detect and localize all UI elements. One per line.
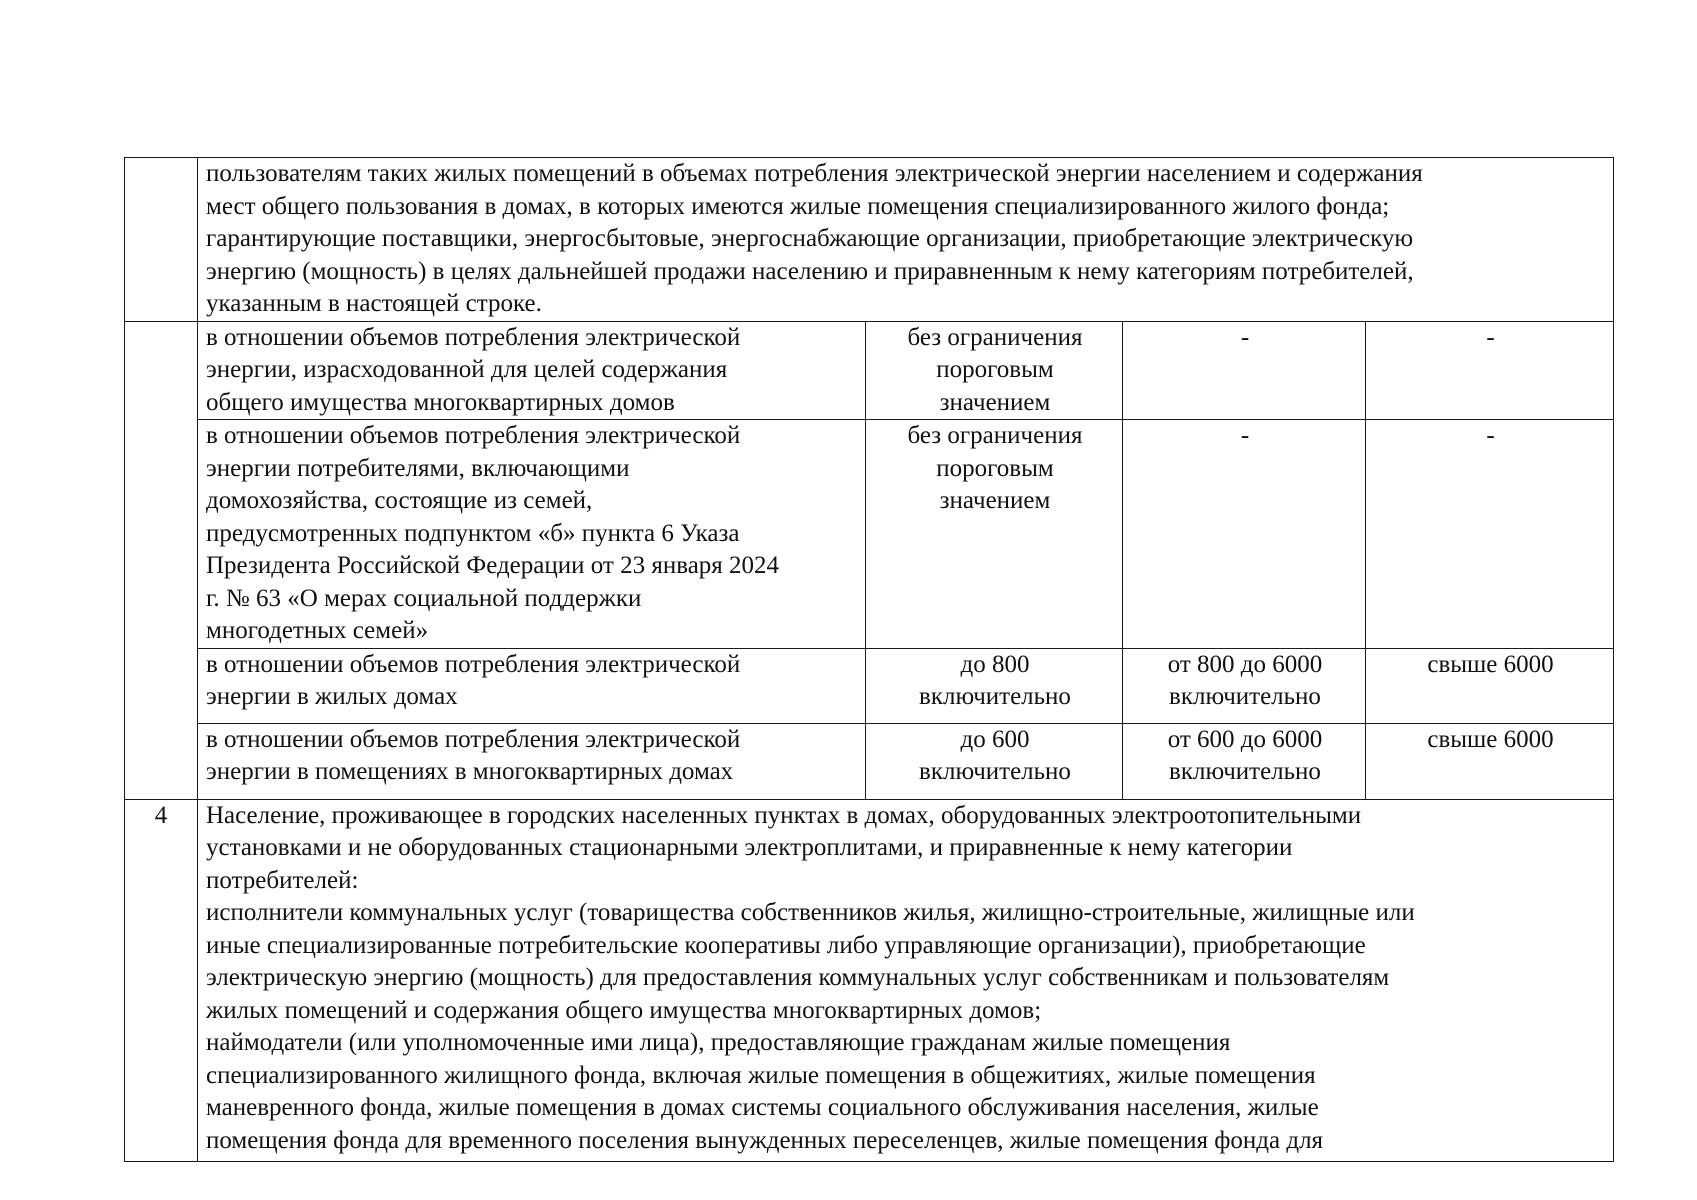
text-line: наймодатели (или уполномоченные ими лица), предоставляющие гражданам жилые помещения [206,1029,1231,1056]
text-line: - [1240,323,1250,351]
text-line: мест общего пользования в домах, в которых имеются жилые помещения специализированного жилого фонда; [206,192,1390,220]
text-line: от 600 до 6000 [1167,725,1323,753]
text-line: - [1240,422,1250,449]
range3-cell [1366,321,1614,420]
range1-cell [866,321,1123,420]
range3-cell [1366,648,1614,723]
description-cell [198,723,866,799]
row-number-cell: 4 [125,799,198,1161]
text-line: потребителей: [206,866,359,894]
text-line: энергии потребителями, включающими [206,454,630,482]
text-line: гарантирующие поставщики, энергосбытовые, энергоснабжающие организации, приобретающие электрическую [206,225,1414,252]
text-line: в отношении объемов потребления электрической [206,323,741,351]
text-line: исполнители коммунальных услуг (товарищества собственников жилья, жилищно-строительные, жилищные или [206,899,1415,926]
table-row [125,420,1614,649]
text-line: включительно [1169,758,1321,785]
description-cell [198,420,866,649]
description-cell [198,321,866,420]
text-line: включительно [919,758,1071,785]
range1-cell [866,420,1123,649]
text-line: свыше 6000 [1427,650,1554,678]
table-row [125,799,1614,1161]
table-row [125,158,1614,322]
text-line: энергию (мощность) в целях дальнейшей продажи населению и приравненным к нему категориям потребителей, [206,257,1414,285]
text-line: до 800 [960,650,1030,678]
table-row [125,321,1614,420]
text-line: включительно [919,683,1071,710]
text-line: общего имущества многоквартирных домов [206,388,675,416]
text-line: энергии в помещениях в многоквартирных домах [206,758,734,785]
range1-cell [866,723,1123,799]
row-number-cell [125,321,198,799]
text-line: в отношении объемов потребления электрической [206,725,741,753]
text-line: предусмотренных подпунктом «б» пункта 6 Указа [206,519,740,547]
category-text-cell [198,799,1614,1161]
description-cell [198,648,866,723]
table-row [125,648,1614,723]
text-line: иные специализированные потребительские кооперативы либо управляющие организации), приобретающие [206,931,1366,959]
text-line: свыше 6000 [1427,725,1554,753]
text-line: до 600 [960,725,1030,753]
row-number-cell [125,158,198,322]
text-line: включительно [1169,683,1321,710]
text-line: энергии, израсходованной для целей содержания [206,356,728,383]
text-line: значением [939,388,1051,416]
range3-cell [1366,420,1614,649]
tariff-table [124,157,1614,1162]
range2-cell [1123,723,1366,799]
text-line: домохозяйства, состоящие из семей, [206,487,593,514]
range1-cell [866,648,1123,723]
range3-cell [1366,723,1614,799]
text-line: без ограничения [907,323,1083,351]
table-row [125,723,1614,799]
text-line: значением [939,487,1051,514]
text-line: энергии в жилых домах [206,683,458,710]
text-line: г. № 63 «О мерах социальной поддержки [206,584,642,612]
text-line: без ограничения [907,422,1083,449]
text-line: Президента Российской Федерации от 23 января 2024 [206,552,780,579]
text-line: электрическую энергию (мощность) для предоставления коммунальных услуг собственникам и пользователям [206,964,1390,991]
text-line: пороговым [936,356,1054,383]
text-line: в отношении объемов потребления электрической [206,422,741,449]
text-line: пользователям таких жилых помещений в объемах потребления электрической энергии населением и содержания [206,160,1423,187]
text-line: пороговым [936,454,1054,482]
text-line: помещения фонда для временного поселения вынужденных переселенцев, жилые помещения фонда для [206,1126,1324,1154]
text-line: - [1486,323,1495,351]
range2-cell [1123,321,1366,420]
text-line: жилых помещений и содержания общего имущества многоквартирных домов; [206,996,1042,1024]
text-line: - [1486,422,1495,449]
text-line: указанным в настоящей строке. [206,290,542,317]
text-line: от 800 до 6000 [1167,650,1323,678]
continued-text-cell [198,158,1614,322]
text-line: установками и не оборудованных стационарными электроплитами, и приравненные к нему категории [206,834,1293,861]
text-line: многодетных семей» [206,617,429,644]
text-line: маневренного фонда, жилые помещения в домах системы социального обслуживания населения, жилые [206,1094,1319,1121]
text-line: Население, проживающее в городских населенных пунктах в домах, оборудованных электроотопительными [206,801,1362,829]
text-line: специализированного жилищного фонда, включая жилые помещения в общежитиях, жилые помещения [206,1061,1316,1089]
range2-cell [1123,420,1366,649]
range2-cell [1123,648,1366,723]
text-line: в отношении объемов потребления электрической [206,650,741,678]
